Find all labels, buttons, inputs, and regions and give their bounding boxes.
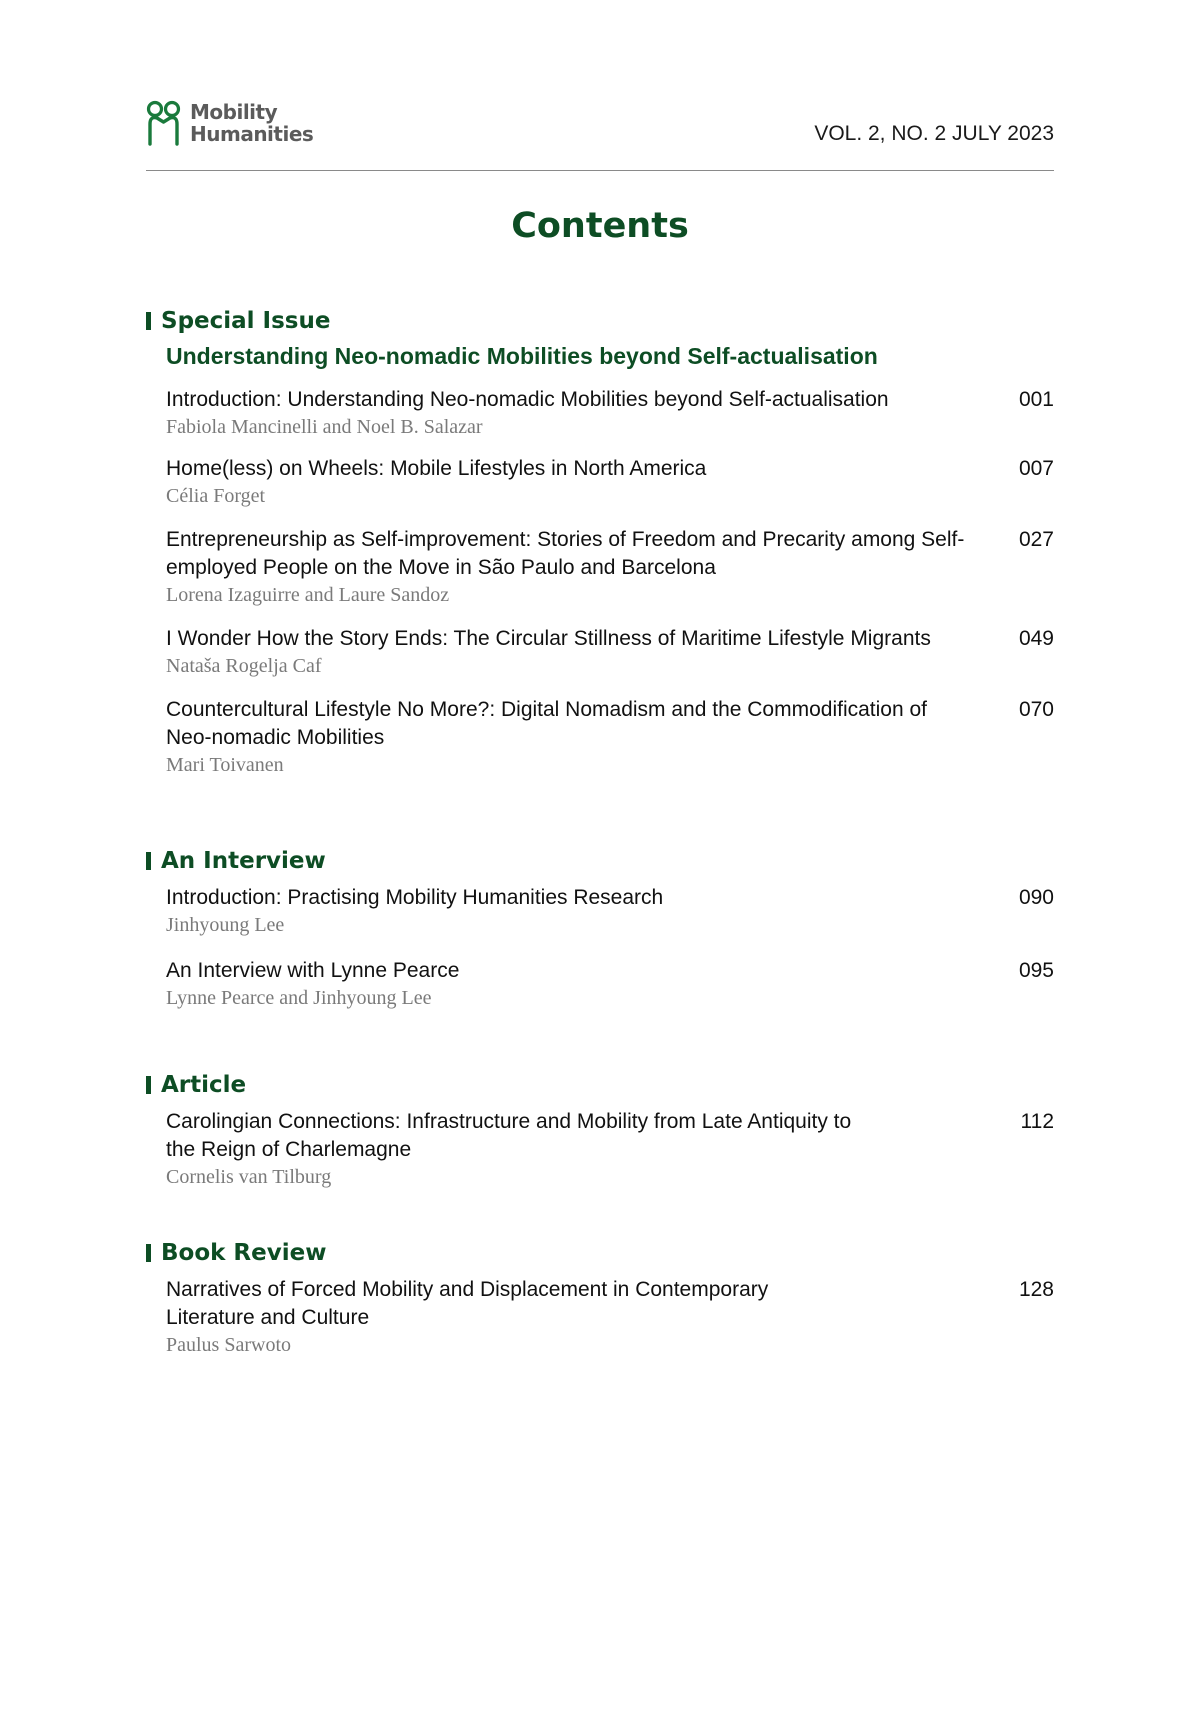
logo-wordmark bbox=[190, 101, 313, 145]
entry-author: Cornelis van Tilburg bbox=[166, 1166, 332, 1188]
entry-author: Jinhyoung Lee bbox=[166, 914, 285, 936]
special-issue-subheading: Understanding Neo-nomadic Mobilities beyond Self-actualisation bbox=[166, 343, 878, 369]
toc-entry[interactable] bbox=[166, 386, 1054, 441]
toc-entry[interactable] bbox=[166, 1108, 1054, 1191]
section-heading-label: Article bbox=[161, 1072, 247, 1098]
entry-page-number: 090 bbox=[1018, 886, 1054, 909]
toc-entry[interactable] bbox=[166, 1276, 1054, 1359]
toc-entry[interactable] bbox=[166, 884, 1054, 939]
toc-entry[interactable] bbox=[166, 526, 1054, 609]
section-an-interview bbox=[146, 846, 1054, 1012]
contents-page bbox=[146, 0, 1054, 1356]
entry-page-number: 007 bbox=[1018, 457, 1054, 480]
entry-title: I Wonder How the Story Ends: The Circular Stillness of Maritime Lifestyle Migrants bbox=[166, 627, 931, 650]
entry-author: Fabiola Mancinelli and Noel B. Salazar bbox=[166, 416, 483, 438]
section-heading-label: An Interview bbox=[161, 848, 326, 874]
section-special-issue bbox=[146, 306, 1054, 779]
journal-logo bbox=[146, 100, 313, 146]
entry-page-number: 027 bbox=[1018, 528, 1054, 551]
section-article bbox=[146, 1070, 1054, 1191]
entry-title: Countercultural Lifestyle No More?: Digital Nomadism and the Commodification of Neo-nomadic Mobilities bbox=[166, 698, 928, 749]
section-marker bbox=[146, 852, 151, 870]
entry-author: Nataša Rogelja Caf bbox=[166, 655, 322, 677]
section-marker bbox=[146, 1076, 151, 1094]
entry-author: Lynne Pearce and Jinhyoung Lee bbox=[166, 987, 432, 1009]
entry-page-number: 128 bbox=[1018, 1278, 1054, 1301]
two-people-logo-icon bbox=[146, 100, 182, 146]
section-marker bbox=[146, 312, 151, 330]
entry-page-number: 112 bbox=[1020, 1110, 1054, 1133]
entry-title: Entrepreneurship as Self-improvement: Stories of Freedom and Precarity among Self-employed People on the Move in São Paulo and Barcelona bbox=[166, 528, 965, 579]
section-heading bbox=[146, 846, 1054, 876]
toc-entry[interactable] bbox=[166, 957, 1054, 1012]
entry-title: Narratives of Forced Mobility and Displacement in Contemporary Literature and Culture bbox=[166, 1278, 769, 1329]
issue-info: VOL. 2, NO. 2 JULY 2023 bbox=[814, 122, 1054, 145]
entry-author: Paulus Sarwoto bbox=[166, 1334, 291, 1356]
entry-page-number: 001 bbox=[1018, 388, 1054, 411]
section-heading bbox=[146, 1238, 1054, 1268]
section-heading bbox=[146, 306, 1054, 336]
section-heading-label: Book Review bbox=[161, 1240, 327, 1266]
section-marker bbox=[146, 1244, 151, 1262]
toc-entry[interactable] bbox=[166, 625, 1054, 680]
toc-entry[interactable] bbox=[166, 455, 1054, 510]
page-title: Contents bbox=[511, 206, 689, 246]
entry-title: Carolingian Connections: Infrastructure and Mobility from Late Antiquity to the Reign of Charlemagne bbox=[166, 1110, 852, 1161]
entry-title: Introduction: Practising Mobility Humanities Research bbox=[166, 886, 664, 909]
toc-entry[interactable] bbox=[166, 696, 1054, 779]
logo-line-2: Humanities bbox=[190, 122, 314, 146]
entry-title: Home(less) on Wheels: Mobile Lifestyles in North America bbox=[166, 457, 707, 480]
entry-page-number: 095 bbox=[1018, 959, 1054, 982]
section-heading bbox=[146, 1070, 1054, 1100]
entry-author: Lorena Izaguirre and Laure Sandoz bbox=[166, 584, 450, 606]
logo-line-1: Mobility bbox=[190, 100, 278, 124]
entry-title: An Interview with Lynne Pearce bbox=[166, 959, 460, 982]
entry-author: Mari Toivanen bbox=[166, 754, 284, 776]
entry-page-number: 070 bbox=[1018, 698, 1054, 721]
entry-page-number: 049 bbox=[1018, 627, 1054, 650]
section-book-review bbox=[146, 1238, 1054, 1359]
entry-author: Célia Forget bbox=[166, 485, 266, 507]
header-divider bbox=[146, 170, 1054, 171]
section-heading-label: Special Issue bbox=[161, 308, 331, 334]
page-header bbox=[146, 0, 1054, 172]
entry-title: Introduction: Understanding Neo-nomadic Mobilities beyond Self-actualisation bbox=[166, 388, 889, 411]
